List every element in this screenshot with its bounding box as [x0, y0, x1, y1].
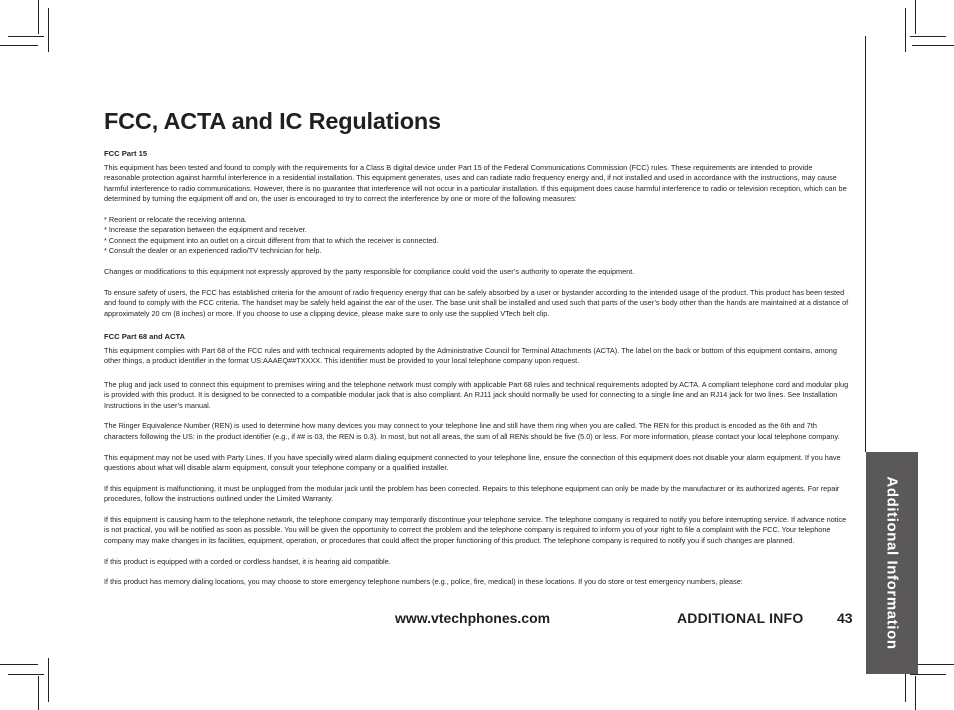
page-title: FCC, ACTA and IC Regulations: [104, 108, 441, 134]
crop-mark: [910, 36, 946, 37]
crop-mark: [915, 676, 916, 710]
main-content: [104, 107, 850, 588]
crop-mark: [8, 36, 44, 37]
paragraph: The Ringer Equivalence Number (REN) is used to determine how many devices you may connect to your telephone line and still have them ring when you are called. The REN for this product is encoded as the 6th and 7th characters following the US: in the product identifier (e.g., if ## is 03, the REN is 0.3). In most, but not all areas, the sum of all RENs should be five (5.0) or less. For more information, please contact your local telephone company.: [104, 421, 840, 441]
crop-mark: [910, 674, 946, 675]
footer-section-label: ADDITIONAL INFO: [677, 610, 804, 626]
paragraph: This equipment complies with Part 68 of the FCC rules and with technical requirements adopted by the Administrative Council for Terminal Attachments (ACTA). The label on the back or bottom of this equipment contains, among other things, a product identifier in the format US:AAAEQ##TXXXX. This identifier must be provided to your local telephone company upon request.: [104, 346, 837, 366]
paragraph: If this equipment is causing harm to the telephone network, the telephone company may temporarily discontinue your telephone service. The telephone company is required to notify you before interrupting service. If advance notice is not practical, you will be notified as soon as possible. You will be given the opportunity to correct the problem and the telephone company is required to inform you of your right to file a complaint with the FCC. Your telephone company may make changes in its facilities, equipment, operation, or procedures that could affect the proper functioning of this product. The telephone company is required to notify you if such changes are planned.: [104, 515, 847, 545]
crop-mark: [48, 8, 49, 52]
list-item: * Increase the separation between the equipment and receiver.: [104, 225, 307, 235]
paragraph: If this product has memory dialing locations, you may choose to store emergency telephone numbers (e.g., police, fire, medical) in these locations. If you do store or test emergency numbers, please:: [104, 577, 743, 587]
list-item: * Consult the dealer or an experienced radio/TV technician for help.: [104, 246, 322, 256]
paragraph: The plug and jack used to connect this equipment to premises wiring and the telephone network must comply with applicable Part 68 rules and technical requirements adopted by ACTA. A compliant telephone cord and modular plug is provided with this product. It is designed to be connected to a compatible modular jack that is also compliant. An RJ11 jack should normally be used for connecting to a single line and an RJ14 jack for two lines. See Installation Instructions in the user’s manual.: [104, 379, 849, 410]
crop-mark: [915, 0, 916, 34]
paragraph: Changes or modifications to this equipment not expressly approved by the party responsible for compliance could void the user’s authority to operate the equipment.: [104, 267, 635, 277]
crop-mark: [912, 664, 954, 665]
paragraph: If this equipment is malfunctioning, it must be unplugged from the modular jack until the problem has been corrected. Repairs to this telephone equipment can only be made by the manufacturer or its authorized agents. For repair procedures, follow the instructions outlined under the Limited Warranty.: [104, 483, 840, 504]
paragraph: If this product is equipped with a corded or cordless handset, it is hearing aid compatible.: [104, 556, 391, 566]
crop-mark: [38, 0, 39, 34]
crop-mark: [38, 676, 39, 710]
section-heading-fcc-part-15: FCC Part 15: [104, 149, 148, 158]
crop-mark: [0, 664, 38, 665]
crop-mark: [0, 45, 38, 46]
paragraph: To ensure safety of users, the FCC has established criteria for the amount of radio frequency energy that can be safely absorbed by a user or bystander according to the intended usage of the product. This product has been tested and found to comply with the FCC criteria. The handset may be safely held against the ear of the user. The base unit shall be installed and used such that parts of the user’s body other than the hands are maintained at a distance of approximately 20 cm (8 inches) or more. If you choose to use a clipping device, please make sure to only use the supplied VTech belt clip.: [104, 287, 849, 318]
crop-mark: [8, 674, 44, 675]
crop-mark: [912, 45, 954, 46]
list-item: * Connect the equipment into an outlet on a circuit different from that to which the receiver is connected.: [104, 235, 439, 245]
paragraph: This equipment has been tested and found to comply with the requirements for a Class B digital device under Part 15 of the Federal Communications Commission (FCC) rules. These requirements are intended to provide reasonable protection against harmful interference in a residential installation. This equipment generates, uses and can radiate radio frequency energy and, if not installed and used in accordance with the instructions, may cause harmful interference to radio communications. However, there is no guarantee that interference will not occur in a particular installation. If this equipment does cause harmful interference to radio or television reception, which can be determined by turning the equipment off and on, the user is encouraged to try to correct the interference by one or more of the following measures:: [104, 163, 847, 204]
paragraph: This equipment may not be used with Party Lines. If you have specially wired alarm dialing equipment connected to your telephone line, ensure the connection of this equipment does not disable your alarm equipment. If you have questions about what will disable alarm equipment, consult your telephone company or a qualified installer.: [104, 452, 841, 473]
page-edge-line: [865, 36, 866, 452]
side-tab: [866, 452, 918, 674]
crop-mark: [48, 658, 49, 702]
crop-mark: [905, 8, 906, 52]
page-number: 43: [837, 610, 853, 626]
measures-list: [104, 215, 850, 257]
section-heading-fcc-part-68: FCC Part 68 and ACTA: [104, 332, 186, 342]
side-tab-label: Additional Information: [883, 476, 901, 650]
footer-url: www.vtechphones.com: [395, 610, 551, 626]
list-item: * Reorient or relocate the receiving antenna.: [104, 215, 247, 225]
